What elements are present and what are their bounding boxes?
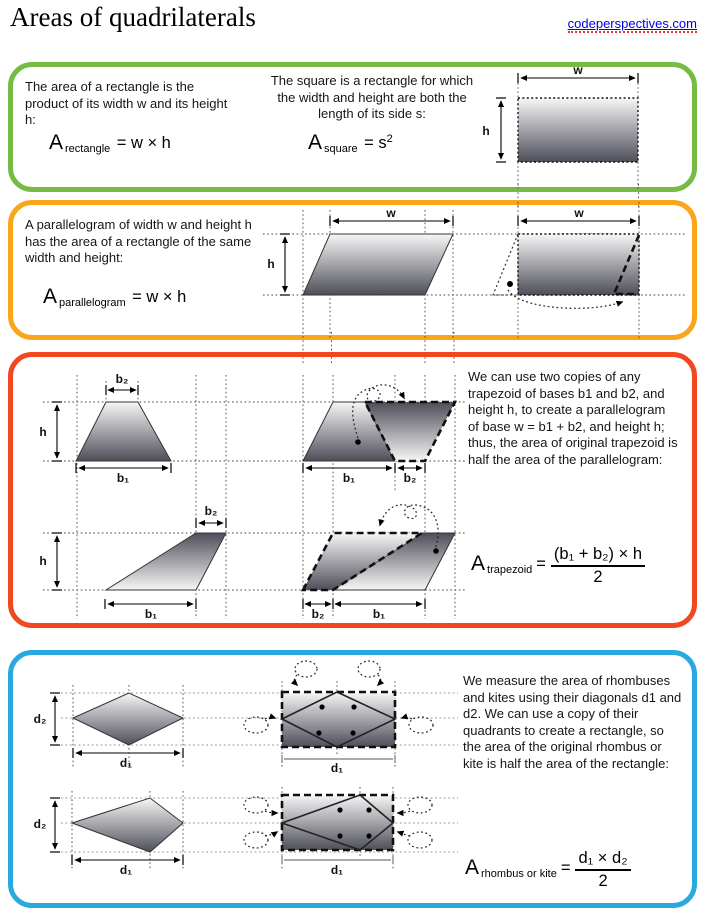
rearranged-rectangle-shape [518, 234, 639, 295]
formula-rhs: = w × h [116, 134, 171, 152]
formula-rhs: = w × h [132, 288, 187, 306]
base1-label: b₁ [144, 607, 158, 621]
formula-denominator: 2 [598, 872, 608, 890]
base1-label: b₁ [116, 471, 130, 485]
formula-a: A [308, 131, 323, 154]
parallelogram-text: A parallelogram of width w and height h has the area of a rectangle of the same width and height: [25, 217, 252, 265]
base2-measure [303, 599, 333, 621]
formula-sub: trapezoid [487, 564, 533, 577]
formula-a: A [49, 131, 64, 154]
formula-denominator: 2 [593, 568, 603, 586]
kite-shape [72, 798, 183, 852]
width-label: w [573, 63, 583, 77]
formula-sub: rectangle [65, 143, 111, 155]
square-formula [308, 131, 393, 155]
d2-label: d₂ [33, 712, 47, 726]
base2-label: b₂ [403, 471, 417, 485]
formula-a: A [465, 856, 480, 880]
width-measure [518, 63, 638, 83]
formula-a: A [43, 285, 58, 308]
base2-label: b₂ [204, 504, 218, 518]
rhombus-panel [8, 650, 697, 908]
d1-label: d₁ [119, 863, 133, 877]
formula-sub: rhombus or kite [481, 868, 557, 881]
slanted-trapezoid-shape [106, 533, 226, 590]
d1-label: d₁ [119, 756, 133, 770]
width-label: w [574, 206, 584, 220]
site-link[interactable]: codeperspectives.com [567, 16, 697, 31]
d1-measure [72, 855, 183, 877]
base1-measure [76, 463, 171, 485]
formula-numerator: d₁ × d₂ [575, 849, 630, 871]
base2-measure [196, 504, 226, 528]
formula-numerator: (b₁ + b₂) × h [551, 545, 645, 567]
base2-measure [398, 463, 425, 485]
height-measure [39, 402, 62, 461]
trapezoid-formula [471, 545, 645, 587]
d2-measure [34, 798, 60, 852]
formula-equals: = [560, 859, 571, 878]
width-label: w [386, 206, 396, 220]
width-measure [518, 206, 639, 226]
base1-measure [335, 599, 425, 621]
base1-label: b₁ [372, 607, 386, 621]
rectangle-formula [49, 131, 171, 155]
base1-measure [105, 599, 196, 621]
trapezoid-diagrams [13, 357, 465, 623]
d2-measure [34, 693, 60, 745]
rectangle-shape [518, 98, 638, 162]
parallelogram-diagram [263, 202, 687, 338]
height-label: h [482, 124, 490, 138]
base1-measure [303, 463, 395, 485]
height-label: h [39, 554, 47, 568]
formula-fraction [551, 545, 645, 587]
pivot-dot [507, 281, 513, 287]
base2-label: b₂ [115, 372, 129, 386]
pivot-dot [355, 439, 361, 445]
base1-label: b₁ [342, 471, 356, 485]
base2-measure [106, 372, 138, 395]
trapezoid-shape [76, 402, 171, 461]
parallelogram-panel [8, 200, 697, 340]
trapezoid-text: We can use two copies of any trapezoid of bases b1 and b2, and height h, to create a parallelogram of base w = b1 + b2, and height h; thus, the area of original trapezoid is half the area of the parallelogram: [468, 369, 678, 467]
height-label: h [267, 257, 275, 271]
formula-a: A [471, 552, 486, 576]
height-measure [267, 234, 290, 295]
rectangle-text: The area of a rectangle is the product of its width w and its height h: [25, 79, 228, 127]
d1-measure [73, 748, 183, 770]
formula-sub: square [324, 143, 358, 155]
removed-triangle-outline [493, 234, 518, 295]
formula-rhs: = s [364, 134, 387, 152]
trapezoid-panel [8, 352, 697, 628]
page-title: Areas of quadrilaterals [10, 2, 256, 32]
formula-exponent: 2 [386, 133, 393, 145]
rhombus-kite-diagrams [13, 655, 461, 903]
square-text: The square is a rectangle for which the width and height are both the length of its side s: [270, 73, 474, 121]
d1-label: d₁ [330, 863, 344, 877]
d1-label: d₁ [330, 761, 344, 775]
rectangle-panel [8, 62, 697, 192]
base2-label: b₂ [311, 607, 325, 621]
height-measure [482, 98, 506, 162]
rhombus-formula [465, 849, 631, 891]
parallelogram-shape [303, 234, 453, 295]
rectangle-diagram [473, 65, 688, 189]
d2-label: d₂ [33, 817, 47, 831]
width-measure [330, 206, 453, 226]
parallelogram-formula [43, 285, 186, 309]
d1-measure [282, 755, 395, 775]
formula-fraction [575, 849, 630, 891]
bounding-rectangle [282, 692, 395, 747]
rhombus-shape [73, 693, 183, 745]
formula-sub: parallelogram [59, 297, 126, 309]
height-measure [39, 533, 62, 590]
pivot-dot [433, 548, 439, 554]
formula-equals: = [536, 555, 546, 574]
height-label: h [39, 425, 47, 439]
d1-measure [282, 856, 393, 877]
rhombus-text: We measure the area of rhombuses and kites using their diagonals d1 and d2. We can use a copy of their quadrants to create a rectangle, so the area of the original rhombus or kite is half the area of the rectangle: [463, 673, 682, 771]
